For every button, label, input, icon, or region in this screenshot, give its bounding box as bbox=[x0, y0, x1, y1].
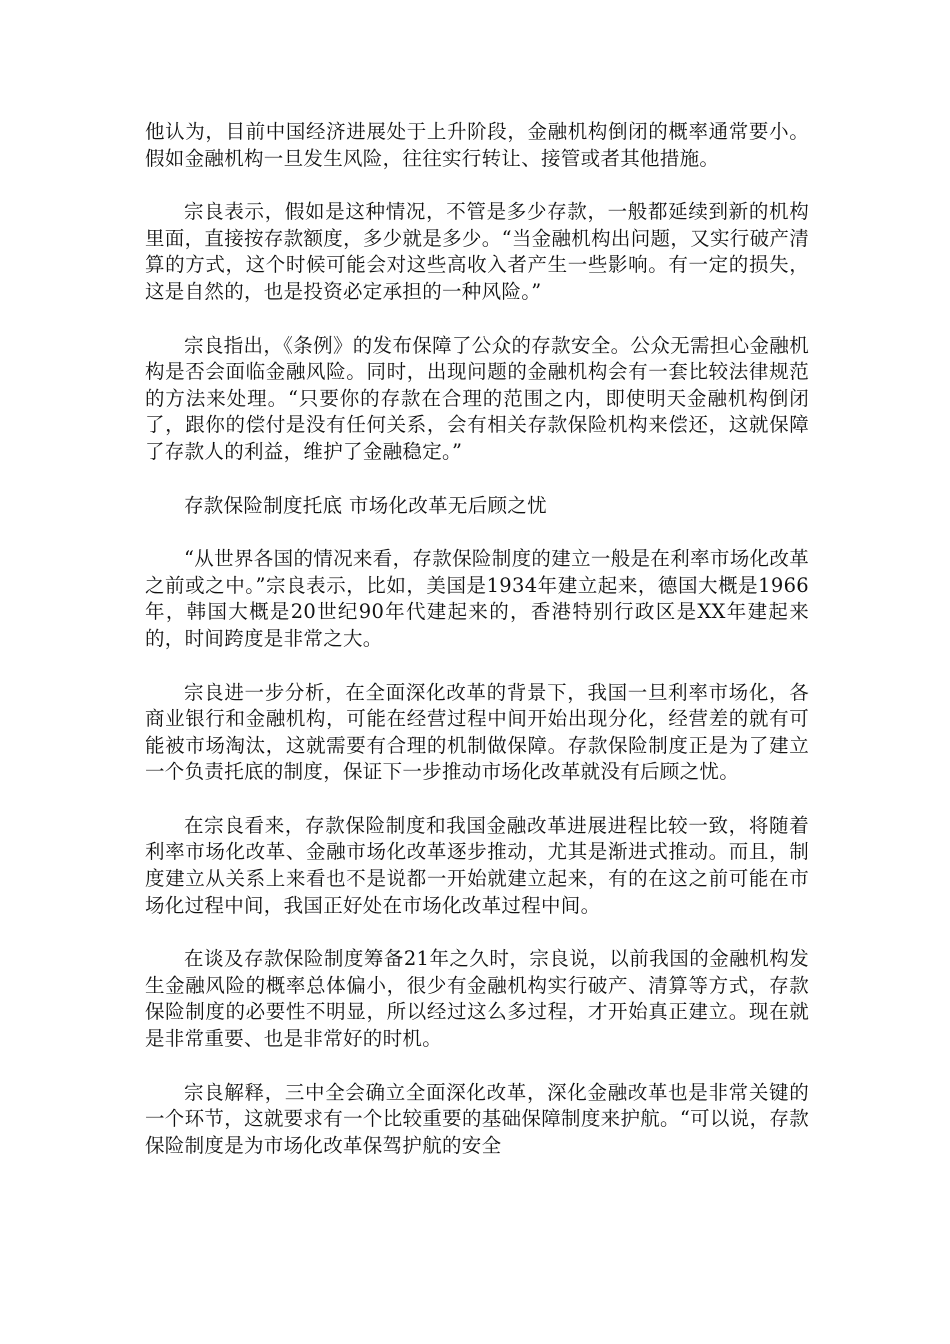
section-heading: 存款保险制度托底 市场化改革无后顾之忧 bbox=[184, 493, 547, 517]
document-body bbox=[145, 119, 809, 1186]
paragraph-1: 他认为，目前中国经济进展处于上升阶段，金融机构倒闭的概率通常要小。假如金融机构一旦发生风险，往往实行转让、接管或者其他措施。 bbox=[145, 120, 809, 170]
paragraph-7: 在谈及存款保险制度筹备21年之久时，宗良说，以前我国的金融机构发生金融风险的概率总体偏小，很少有金融机构实行破产、清算等方式，存款保险制度的必要性不明显，所以经过这么多过程，才开始真正建立。现在就是非常重要、也是非常好的时机。 bbox=[145, 947, 809, 1051]
paragraph-3: 宗良指出，《条例》的发布保障了公众的存款安全。公众无需担心金融机构是否会面临金融风险。同时，出现问题的金融机构会有一套比较法律规范的方法来处理。“只要你的存款在合理的范围之内，即使明天金融机构倒闭了，跟你的偿付是没有任何关系，会有相关存款保险机构来偿还，这就保障了存款人的利益，维护了金融稳定。” bbox=[145, 333, 809, 463]
paragraph-2: 宗良表示，假如是这种情况，不管是多少存款，一般都延续到新的机构里面，直接按存款额度，多少就是多少。“当金融机构出问题，又实行破产清算的方式，这个时候可能会对这些高收入者产生一些影响。有一定的损失，这是自然的，也是投资必定承担的一种风险。” bbox=[145, 200, 809, 303]
paragraph-5: 宗良进一步分析，在全面深化改革的背景下，我国一旦利率市场化，各商业银行和金融机构，可能在经营过程中间开始出现分化，经营差的就有可能被市场淘汰，这就需要有合理的机制做保障。存款保险制度正是为了建立一个负责托底的制度，保证下一步推动市场化改革就没有后顾之忧。 bbox=[145, 680, 809, 784]
paragraph-6: 在宗良看来，存款保险制度和我国金融改革进展进程比较一致，将随着利率市场化改革、金融市场化改革逐步推动，尤其是渐进式推动。而且，制度建立从关系上来看也不是说都一开始就建立起来，有的在这之前可能在市场化过程中间，我国正好处在市场化改革过程中间。 bbox=[145, 813, 809, 917]
paragraph-4: “从世界各国的情况来看，存款保险制度的建立一般是在利率市场化改革之前或之中。”宗良表示，比如，美国是1934年建立起来，德国大概是1966年，韩国大概是20世纪90年代建起来的，香港特别行政区是XX年建起来的，时间跨度是非常之大。 bbox=[145, 547, 809, 650]
paragraph-8: 宗良解释，三中全会确立全面深化改革，深化金融改革也是非常关键的一个环节，这就要求有一个比较重要的基础保障制度来护航。“可以说，存款保险制度是为市场化改革保驾护航的安全 bbox=[145, 1080, 809, 1157]
